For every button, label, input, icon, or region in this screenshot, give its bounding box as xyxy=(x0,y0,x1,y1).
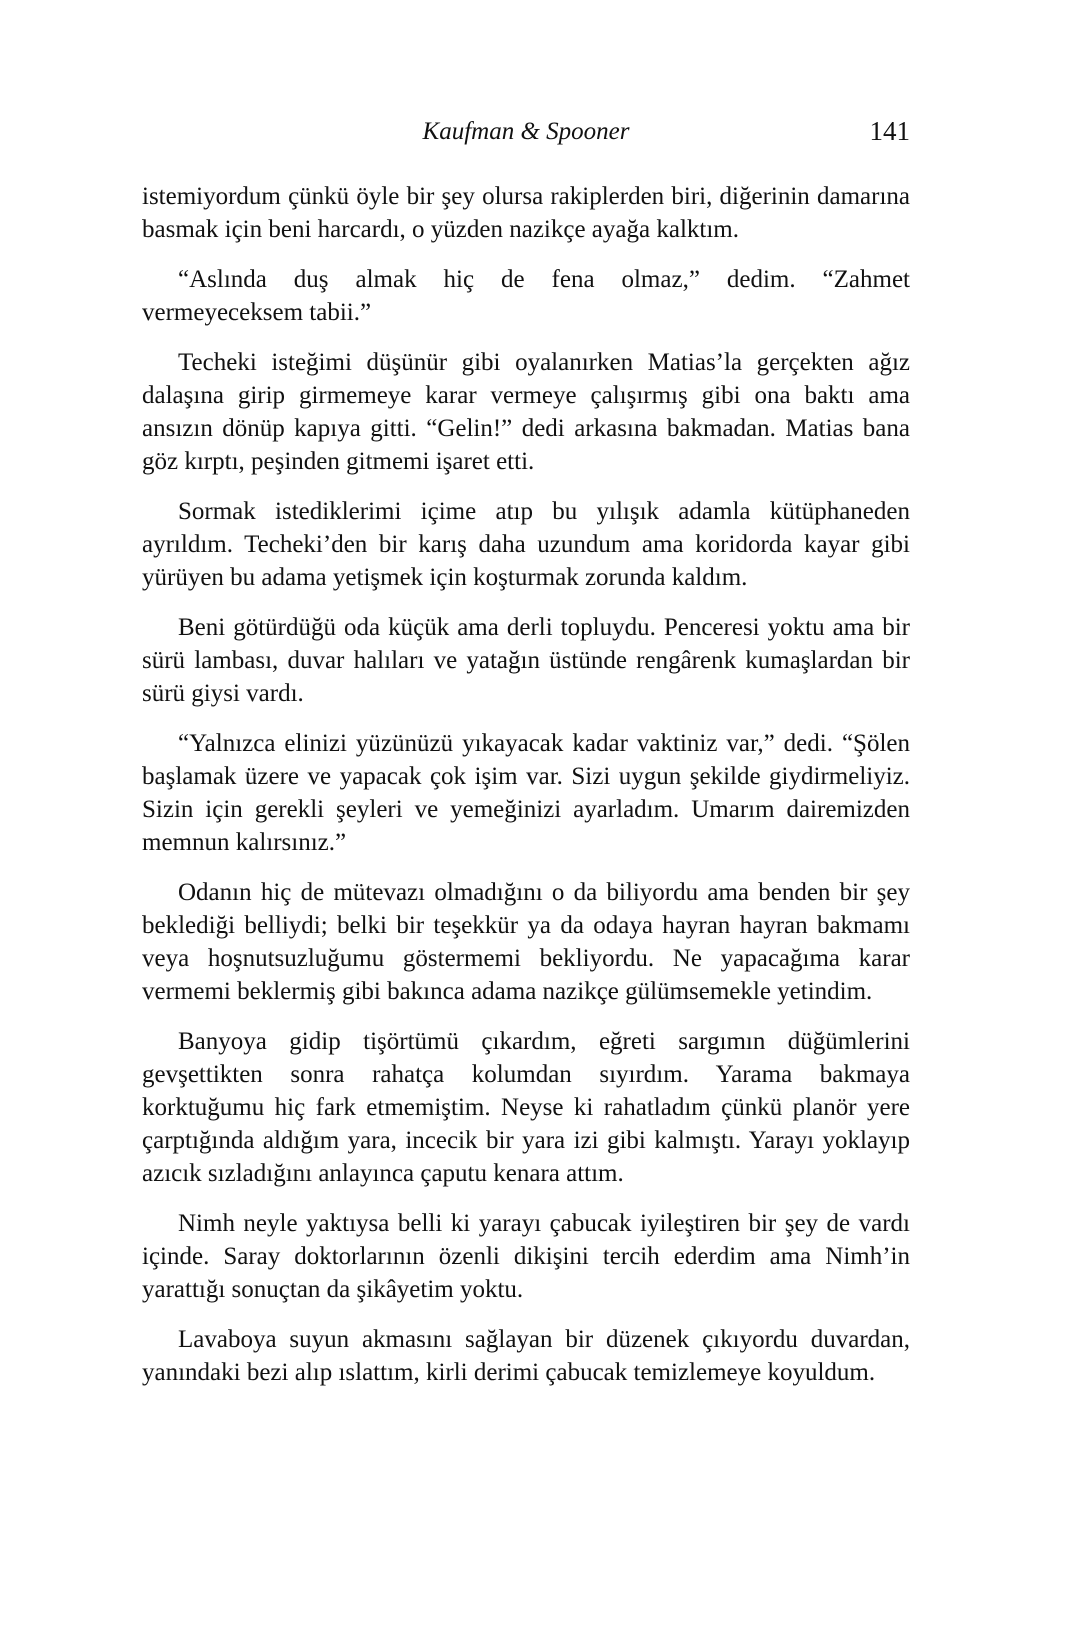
paragraph-9: Nimh neyle yaktıysa belli ki yarayı çabucak iyileştiren bir şey de vardı içinde. Saray doktorlarının özenli dikişini tercih ederdim ama Nimh’in yarattığı sonuçtan da şikâyetim yoktu. xyxy=(142,1210,910,1303)
paragraph-1: istemiyordum çünkü öyle bir şey olursa rakiplerden biri, diğerinin damarına basmak için beni harcardı, o yüzden nazikçe ayağa kalktım. xyxy=(142,183,910,243)
paragraph-2: “Aslında duş almak hiç de fena olmaz,” dedim. “Zahmet vermeyeceksem tabii.” xyxy=(142,266,910,326)
paragraph-8: Banyoya gidip tişörtümü çıkardım, eğreti sargımın düğümlerini gevşettikten sonra rahatça kolumdan sıyırdım. Yarama bakmaya korktuğumu hiç fark etmemiştim. Neyse ki rahatladım çünkü planör yere çarptığında aldığım yara, incecik bir yara izi gibi kalmıştı. Yarayı yoklayıp azıcık sızladığını anlayınca çaputu kenara attım. xyxy=(142,1028,910,1187)
paragraph-5: Beni götürdüğü oda küçük ama derli topluydu. Penceresi yoktu ama bir sürü lambası, duvar halıları ve yatağın üstünde rengârenk kumaşlardan bir sürü giysi vardı. xyxy=(142,614,910,707)
paragraph-10: Lavaboya suyun akmasını sağlayan bir düzenek çıkıyordu duvardan, yanındaki bezi alıp ıslattım, kirli derimi çabucak temizlemeye koyuldum. xyxy=(142,1326,910,1386)
running-head xyxy=(142,112,910,152)
paragraph-6: “Yalnızca elinizi yüzünüzü yıkayacak kadar vaktiniz var,” dedi. “Şölen başlamak üzere ve yapacak çok işim var. Sizi uygun şekilde giydirmeliyiz. Sizin için gerekli şeyleri ve yemeğinizi ayarladım. Umarım dairemizden memnun kalırsınız.” xyxy=(142,730,910,856)
paragraph-4: Sormak istediklerimi içime atıp bu yılışık adamla kütüphaneden ayrıldım. Techeki’den bir karış daha uzundum ama koridorda kayar gibi yürüyen bu adama yetişmek için koşturmak zorunda kaldım. xyxy=(142,498,910,591)
running-title: Kaufman & Spooner xyxy=(422,118,630,145)
text-body xyxy=(142,180,910,1406)
paragraph-3: Techeki isteğimi düşünür gibi oyalanırken Matias’la gerçekten ağız dalaşına girip girmemeye karar vermeye çalışırmış gibi ona baktı ama ansızın dönüp kapıya gitti. “Gelin!” dedi arkasına bakmadan. Matias bana göz kırptı, peşinden gitmemi işaret etti. xyxy=(142,349,910,475)
paragraph-7: Odanın hiç de mütevazı olmadığını o da biliyordu ama benden bir şey beklediği belliydi; belki bir teşekkür ya da odaya hayran hayran bakmamı veya hoşnutsuzluğumu göstermemi bekliyordu. Ne yapacağıma karar vermemi beklermiş gibi bakınca adama nazikçe gülümsemekle yetindim. xyxy=(142,879,910,1005)
page-number: 141 xyxy=(869,116,910,146)
